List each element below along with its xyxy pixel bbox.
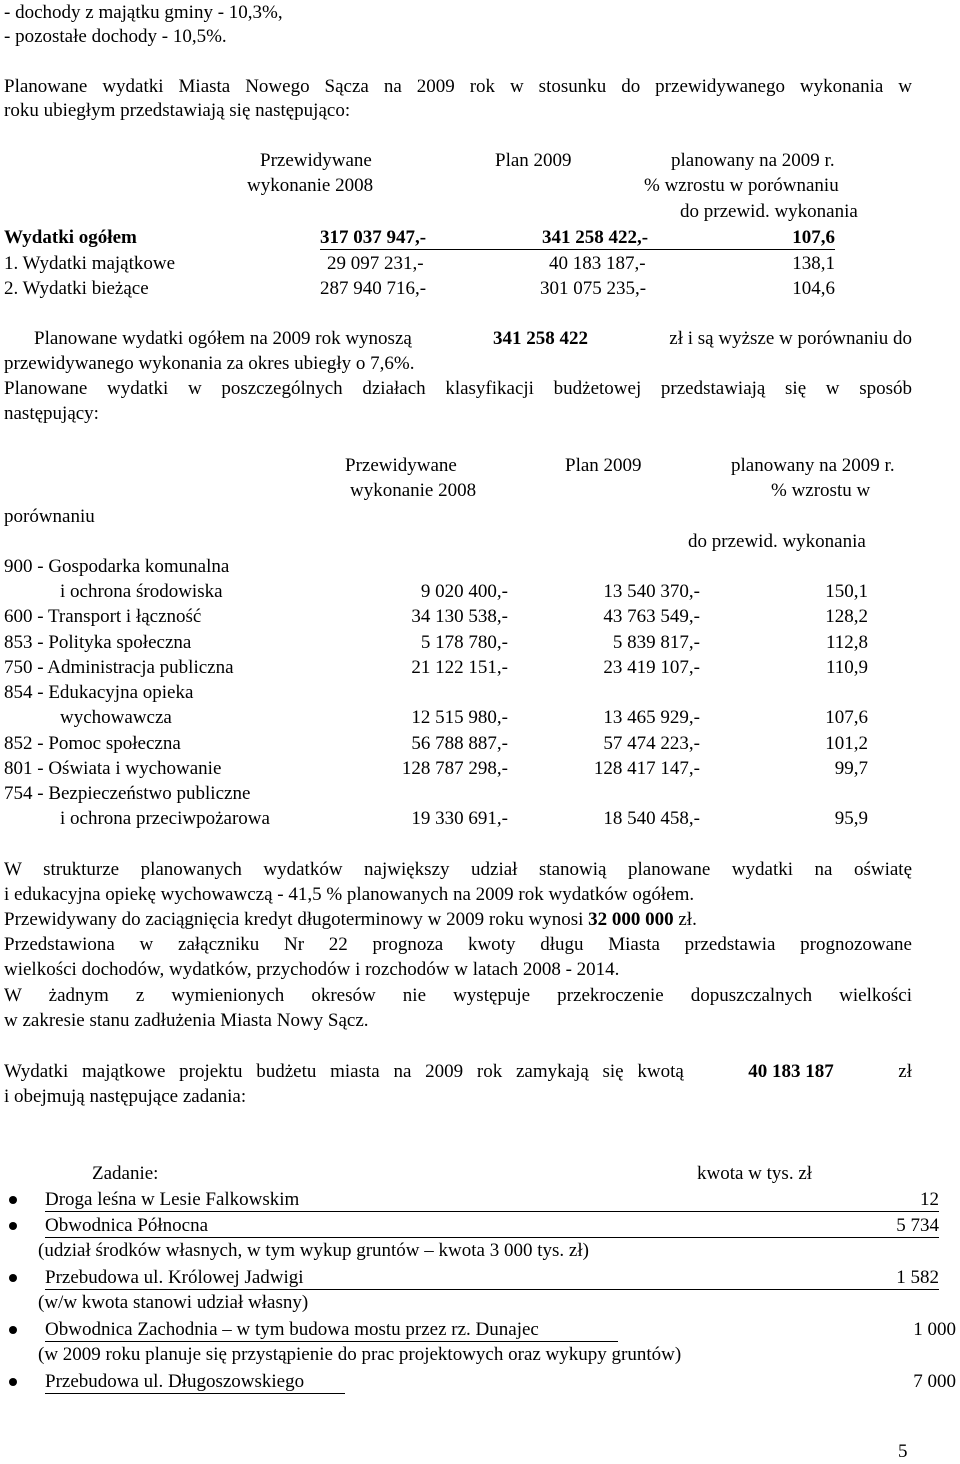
t2-row-854-label-1: 854 - Edukacyjna opieka	[4, 682, 194, 703]
tasks-header-amount: kwota w tys. zł	[697, 1163, 813, 1184]
task-4-name: Obwodnica Zachodnia – w tym budowa mostu przez rz. Dunajec	[45, 1319, 539, 1340]
t2-row-754-p: 95,9	[834, 808, 868, 829]
task-2-note: (udział środków własnych, w tym wykup gruntów – kwota 3 000 tys. zł)	[38, 1240, 589, 1261]
t1-header-forecast: Przewidywane	[260, 150, 372, 171]
t1-row-total-v1: 317 037 947,-	[320, 227, 427, 248]
t1-row-1-v2: 40 183 187,-	[549, 253, 646, 274]
t2-row-853-v2: 5 839 817,-	[612, 632, 700, 653]
t2-row-600-p: 128,2	[825, 606, 868, 627]
para2-line-4: następujący:	[4, 403, 99, 424]
intro-paragraph-line-2: roku ubiegłym przedstawiają się następująco:	[4, 100, 351, 121]
para4-text-a: Wydatki majątkowe projektu budżetu miasta na 2009 rok zamykają się kwotą	[4, 1061, 684, 1082]
t2-row-900-label-2: i ochrona środowiska	[60, 581, 223, 602]
para2-line-2: przewidywanego wykonania za okres ubiegły o 7,6%.	[4, 353, 415, 374]
para3-line-4: Przedstawiona w załączniku Nr 22 prognoza kwoty długu Miasta przedstawia prognozowane	[4, 934, 912, 955]
t2-row-852-v2: 57 474 223,-	[603, 733, 700, 754]
task-3-name: Przebudowa ul. Królowej Jadwigi	[45, 1267, 304, 1288]
para2-line-1	[4, 328, 912, 351]
t2-row-853-p: 112,8	[825, 632, 868, 653]
t2-header-forecast: Przewidywane	[345, 455, 457, 476]
t2-row-900-p: 150,1	[825, 581, 868, 602]
bullet-icon	[9, 1274, 17, 1282]
t2-row-750-p: 110,9	[825, 657, 868, 678]
t1-row-2-p: 104,6	[792, 278, 835, 299]
t2-header-percent-2: % wzrostu w	[771, 480, 871, 501]
t2-row-754-label-2: i ochrona przeciwpożarowa	[60, 808, 270, 829]
t2-row-900-v1: 9 020 400,-	[420, 581, 508, 602]
task-4-amount: 1 000	[913, 1319, 956, 1340]
tasks-header-task: Zadanie:	[92, 1163, 159, 1184]
bullet-icon	[9, 1378, 17, 1386]
task-1-name: Droga leśna w Lesie Falkowskim	[45, 1189, 300, 1210]
para2-total-amount: 341 258 422	[493, 328, 589, 349]
t1-header-percent-2: % wzrostu w porównaniu	[644, 175, 839, 196]
t2-row-854-p: 107,6	[825, 707, 868, 728]
para3-line-1: W strukturze planowanych wydatków największy udział stanowią planowane wydatki na oświatę	[4, 859, 912, 880]
t2-row-854-v1: 12 515 980,-	[411, 707, 508, 728]
t2-header-percent-3: porównaniu	[4, 506, 95, 527]
para4-line-2: i obejmują następujące zadania:	[4, 1086, 247, 1107]
t2-row-600-label: 600 - Transport i łączność	[4, 606, 202, 627]
t1-header-forecast-2: wykonanie 2008	[247, 175, 374, 196]
para2-text-a: Planowane wydatki ogółem na 2009 rok wynoszą	[34, 328, 412, 349]
intro-paragraph-line-1: Planowane wydatki Miasta Nowego Sącza na 2009 rok w stosunku do przewidywanego wykonania w	[4, 76, 912, 97]
para3-credit-unit: zł.	[678, 909, 697, 930]
t2-row-754-v2: 18 540 458,-	[603, 808, 700, 829]
t1-row-2-v1: 287 940 716,-	[320, 278, 427, 299]
t1-row-total-p: 107,6	[792, 227, 835, 248]
t1-row-total-label: Wydatki ogółem	[4, 227, 137, 248]
para3-line-2: i edukacyjna opiekę wychowawczą - 41,5 % planowanych na 2009 rok wydatków ogółem.	[4, 884, 695, 905]
page-number: 5	[898, 1441, 908, 1462]
t2-row-853-v1: 5 178 780,-	[420, 632, 508, 653]
t1-row-1-p: 138,1	[792, 253, 835, 274]
task-2-amount: 5 734	[896, 1215, 939, 1236]
t2-row-900-v2: 13 540 370,-	[603, 581, 700, 602]
t2-row-852-v1: 56 788 887,-	[411, 733, 508, 754]
t2-header-percent-4: do przewid. wykonania	[688, 531, 866, 552]
t2-row-801-label: 801 - Oświata i wychowanie	[4, 758, 222, 779]
intro-line-2: - pozostałe dochody - 10,5%.	[4, 26, 227, 47]
para3-line-3	[4, 909, 697, 932]
bullet-icon	[9, 1196, 17, 1204]
para4-amount: 40 183 187	[748, 1061, 834, 1082]
bullet-icon	[9, 1326, 17, 1334]
t1-header-percent-1: planowany na 2009 r.	[671, 150, 835, 171]
t1-row-2-v2: 301 075 235,-	[540, 278, 647, 299]
t2-row-853-label: 853 - Polityka społeczna	[4, 632, 192, 653]
t1-row-1-v1: 29 097 231,-	[327, 253, 424, 274]
para3-line-6: W żadnym z wymienionych okresów nie występuje przekroczenie dopuszczalnych wielkości	[4, 985, 912, 1006]
para4-unit: zł	[898, 1061, 912, 1082]
t2-header-plan: Plan 2009	[565, 455, 642, 476]
t2-row-852-p: 101,2	[825, 733, 868, 754]
t2-row-801-p: 99,7	[834, 758, 868, 779]
task-5-amount: 7 000	[913, 1371, 956, 1392]
bullet-icon	[9, 1222, 17, 1230]
t2-row-900-label-1: 900 - Gospodarka komunalna	[4, 556, 230, 577]
t2-row-750-v2: 23 419 107,-	[603, 657, 700, 678]
task-2-name: Obwodnica Północna	[45, 1215, 209, 1236]
task-5-name: Przebudowa ul. Długoszowskiego	[45, 1371, 305, 1392]
t1-header-percent-3: do przewid. wykonania	[680, 201, 858, 222]
t2-row-750-v1: 21 122 151,-	[411, 657, 508, 678]
t2-header-percent-1: planowany na 2009 r.	[731, 455, 895, 476]
t2-row-801-v1: 128 787 298,-	[401, 758, 508, 779]
t2-row-600-v1: 34 130 538,-	[411, 606, 508, 627]
task-1-amount: 12	[920, 1189, 939, 1210]
t2-row-854-v2: 13 465 929,-	[603, 707, 700, 728]
task-4-note: (w 2009 roku planuje się przystąpienie do prac projektowych oraz wykupy gruntów)	[38, 1344, 682, 1365]
para3-line-5: wielkości dochodów, wydatków, przychodów i rozchodów w latach 2008 - 2014.	[4, 959, 620, 980]
t1-row-1-label: 1. Wydatki majątkowe	[4, 253, 176, 274]
t2-header-forecast-2: wykonanie 2008	[350, 480, 477, 501]
t2-row-750-label: 750 - Administracja publiczna	[4, 657, 234, 678]
t2-row-754-v1: 19 330 691,-	[411, 808, 508, 829]
task-3-note: (w/w kwota stanowi udział własny)	[38, 1292, 309, 1313]
para2-text-c: zł i są wyższe w porównaniu do	[669, 328, 912, 349]
t1-header-plan: Plan 2009	[495, 150, 572, 171]
para4-line-1	[4, 1061, 912, 1084]
para2-line-3: Planowane wydatki w poszczególnych działach klasyfikacji budżetowej przedstawiają się w sposób	[4, 378, 912, 399]
para3-credit-amount: 32 000 000	[588, 909, 674, 930]
para3-line-7: w zakresie stanu zadłużenia Miasta Nowy Sącz.	[4, 1010, 369, 1031]
t2-row-852-label: 852 - Pomoc społeczna	[4, 733, 181, 754]
t1-row-2-label: 2. Wydatki bieżące	[4, 278, 149, 299]
t2-row-854-label-2: wychowawcza	[60, 707, 172, 728]
t2-row-801-v2: 128 417 147,-	[593, 758, 700, 779]
intro-line-1: - dochody z majątku gminy - 10,3%,	[4, 2, 283, 23]
task-3-amount: 1 582	[896, 1267, 939, 1288]
t1-row-total-v2: 341 258 422,-	[542, 227, 649, 248]
t2-row-754-label-1: 754 - Bezpieczeństwo publiczne	[4, 783, 251, 804]
t2-row-600-v2: 43 763 549,-	[603, 606, 700, 627]
para3-credit-text: Przewidywany do zaciągnięcia kredyt długoterminowy w 2009 roku wynosi	[4, 909, 584, 930]
